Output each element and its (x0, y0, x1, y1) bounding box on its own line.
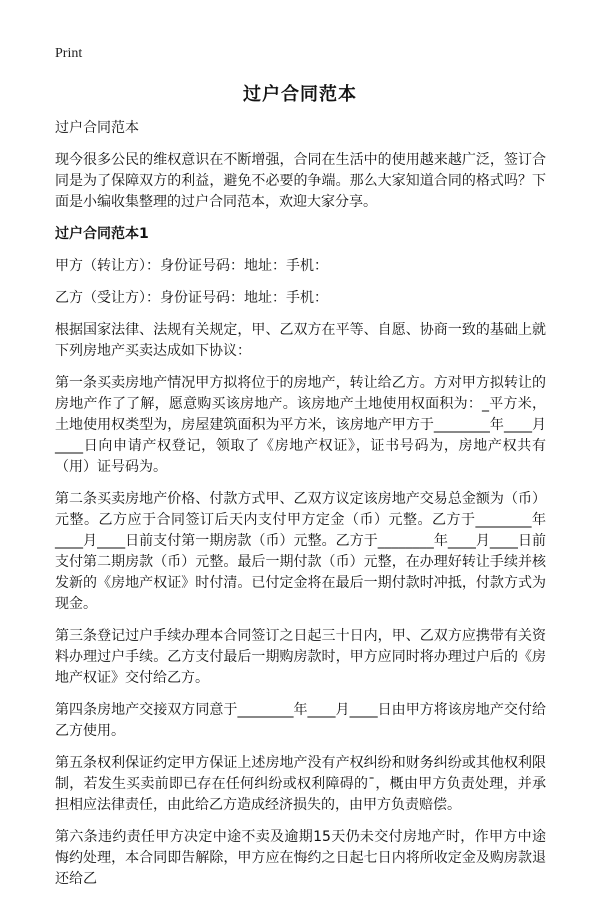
preamble-paragraph: 根据国家法律、法规有关规定，甲、乙双方在平等、自愿、协商一致的基础上就下列房地产买卖达成如下协议： (55, 322, 546, 359)
document-subtitle: 过户合同范本 (55, 120, 139, 136)
party-a-line: 甲方（转让方）：身份证号码：地址：手机： (55, 258, 328, 274)
article-6: 第六条违约责任甲方决定中途不卖及逾期15天仍未交付房地产时，作甲方中途悔约处理，本合同即告解除，甲方应在悔约之日起七日内将所收定金及购房款退还给乙 (55, 829, 546, 887)
article-2: 第二条买卖房地产价格、付款方式甲、乙双方议定该房地产交易总金额为（币）元整。乙方应于合同签订后天内支付甲方定金（币）元整。乙方于________年____月____日前支付第一期房款（币）元整。乙方于________年____月____日前支付第二期房款（币）元整。最后一期付款（币）元整，在办理好转让手续并核发新的《房地产权证》时付清。已付定金将在最后一期付款时冲抵，付款方式为现金。 (55, 491, 546, 612)
article-1: 第一条买卖房地产情况甲方拟将位于的房地产，转让给乙方。方对甲方拟转让的房地产作了了解，愿意购买该房地产。该房地产土地使用权面积为：_平方米，土地使用权类型为，房屋建筑面积为平方米，该房地产甲方于________年____月____日向申请产权登记，领取了《房地产权证》，证书号码为，房地产权共有（用）证号码为。 (55, 375, 546, 475)
document-title: 过户合同范本 (243, 84, 357, 105)
party-b-line: 乙方（受让方）：身份证号码：地址：手机： (55, 290, 328, 306)
article-3: 第三条登记过户手续办理本合同签订之日起三十日内，甲、乙双方应携带有关资料办理过户手续。乙方支付最后一期购房款时，甲方应同时将办理过户后的《房地产权证》交付给乙方。 (55, 628, 546, 686)
section-heading: 过户合同范本1 (55, 226, 149, 242)
print-link[interactable]: Print (55, 46, 83, 61)
article-4: 第四条房地产交接双方同意于________年____月____日由甲方将该房地产交付给乙方使用。 (55, 702, 546, 739)
intro-paragraph: 现今很多公民的维权意识在不断增强，合同在生活中的使用越来越广泛，签订合同是为了保障双方的利益，避免不必要的争端。那么大家知道合同的格式吗？下面是小编收集整理的过户合同范本，欢迎大家分享。 (55, 152, 546, 210)
document-body (55, 118, 546, 901)
article-5: 第五条权利保证约定甲方保证上述房地产没有产权纠纷和财务纠纷或其他权利限制，若发生买卖前即已存在任何纠纷或权利障碍的ˉ，概由甲方负责处理，并承担相应法律责任，由此给乙方造成经济损失的，由甲方负责赔偿。 (55, 755, 546, 813)
